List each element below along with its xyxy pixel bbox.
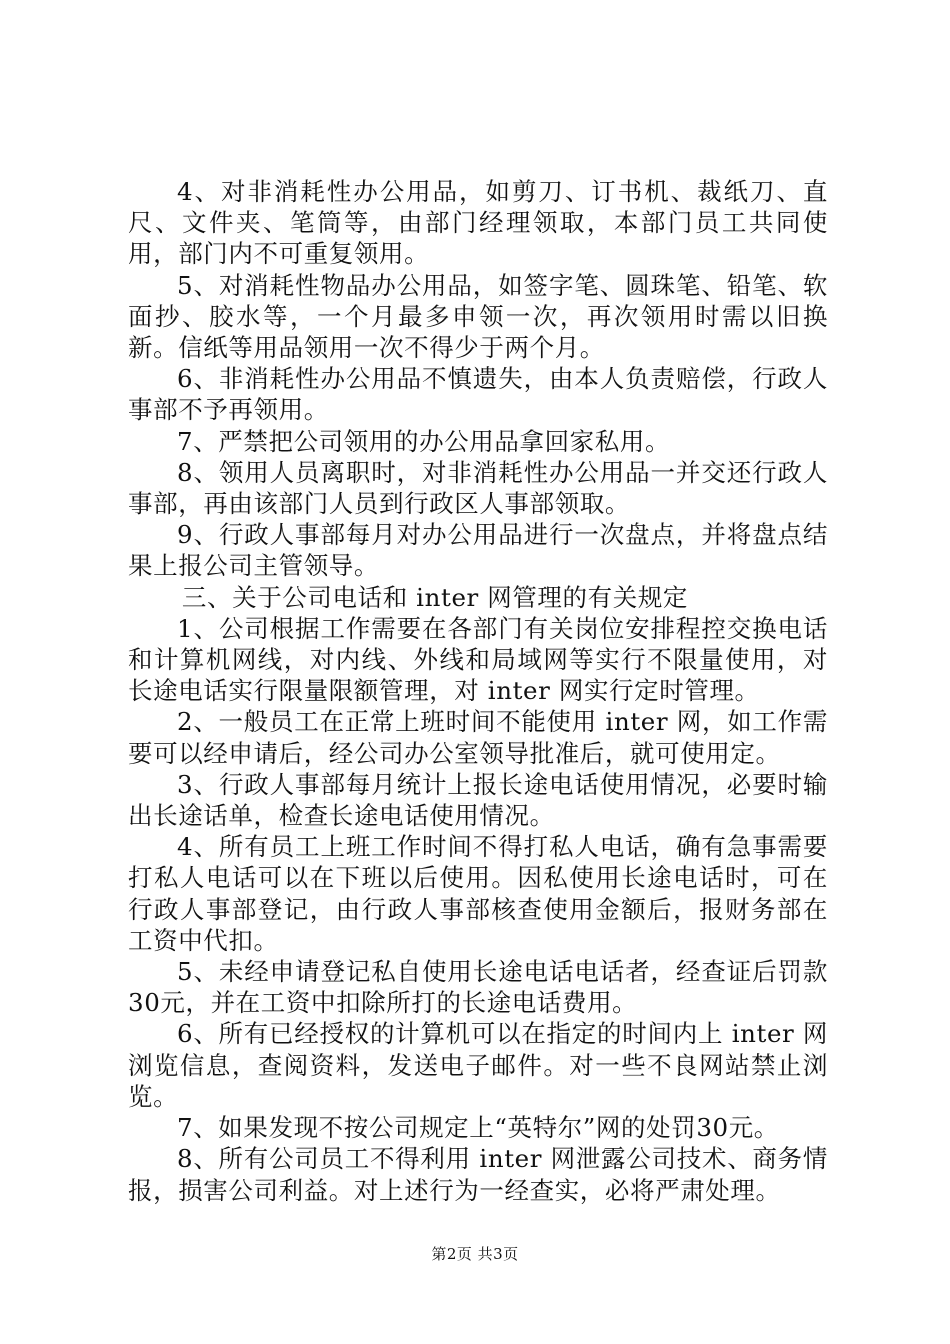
page-footer bbox=[0, 1243, 950, 1264]
document-body bbox=[128, 176, 828, 1206]
paragraph-item-4: 4、对非消耗性办公用品，如剪刀、订书机、裁纸刀、直尺、文件夹、笔筒等，由部门经理领取，本部门员工共同使用，部门内不可重复领用。 bbox=[128, 177, 828, 269]
section-paragraph-7: 7、如果发现不按公司规定上“英特尔”网的处罚30元。 bbox=[177, 1113, 779, 1143]
paragraph-item-8: 8、领用人员离职时，对非消耗性办公用品一并交还行政人事部，再由该部门人员到行政区人事部领取。 bbox=[128, 457, 828, 519]
paragraph-item-7: 7、严禁把公司领用的办公用品拿回家私用。 bbox=[177, 426, 671, 456]
section-paragraph-6: 6、所有已经授权的计算机可以在指定的时间内上 inter 网浏览信息，查阅资料，发送电子邮件。对一些不良网站禁止浏览。 bbox=[128, 1019, 828, 1111]
section-paragraph-1: 1、公司根据工作需要在各部门有关岗位安排程控交换电话和计算机网线，对内线、外线和局域网等实行不限量使用，对长途电话实行限量限额管理，对 inter 网实行定时管理。 bbox=[128, 613, 828, 706]
section-heading: 三、关于公司电话和 inter 网管理的有关规定 bbox=[181, 582, 689, 612]
section-paragraph-5: 5、未经申请登记私自使用长途电话电话者，经查证后罚款30元，并在工资中扣除所打的长途电话费用。 bbox=[128, 957, 828, 1018]
page-number-label: 第2页 共3页 bbox=[431, 1245, 519, 1263]
section-paragraph-3: 3、行政人事部每月统计上报长途电话使用情况，必要时输出长途话单，检查长途电话使用情况。 bbox=[128, 769, 828, 831]
paragraph-item-9: 9、行政人事部每月对办公用品进行一次盘点，并将盘点结果上报公司主管领导。 bbox=[128, 520, 828, 581]
section-paragraph-4: 4、所有员工上班工作时间不得打私人电话，确有急事需要打私人电话可以在下班以后使用。因私使用长途电话时，可在行政人事部登记，由行政人事部核查使用金额后，报财务部在工资中代扣。 bbox=[128, 832, 828, 955]
section-paragraph-8: 8、所有公司员工不得利用 inter 网泄露公司技术、商务情报，损害公司利益。对上述行为一经查实，必将严肃处理。 bbox=[128, 1144, 828, 1205]
paragraph-item-6: 6、非消耗性办公用品不慎遗失，由本人负责赔偿，行政人事部不予再领用。 bbox=[128, 364, 828, 425]
paragraph-item-5: 5、对消耗性物品办公用品，如签字笔、圆珠笔、铅笔、软面抄、胶水等，一个月最多申领一次，再次领用时需以旧换新。信纸等用品领用一次不得少于两个月。 bbox=[128, 270, 828, 363]
section-paragraph-2: 2、一般员工在正常上班时间不能使用 inter 网，如工作需要可以经申请后，经公司办公室领导批准后，就可使用定。 bbox=[128, 707, 828, 768]
